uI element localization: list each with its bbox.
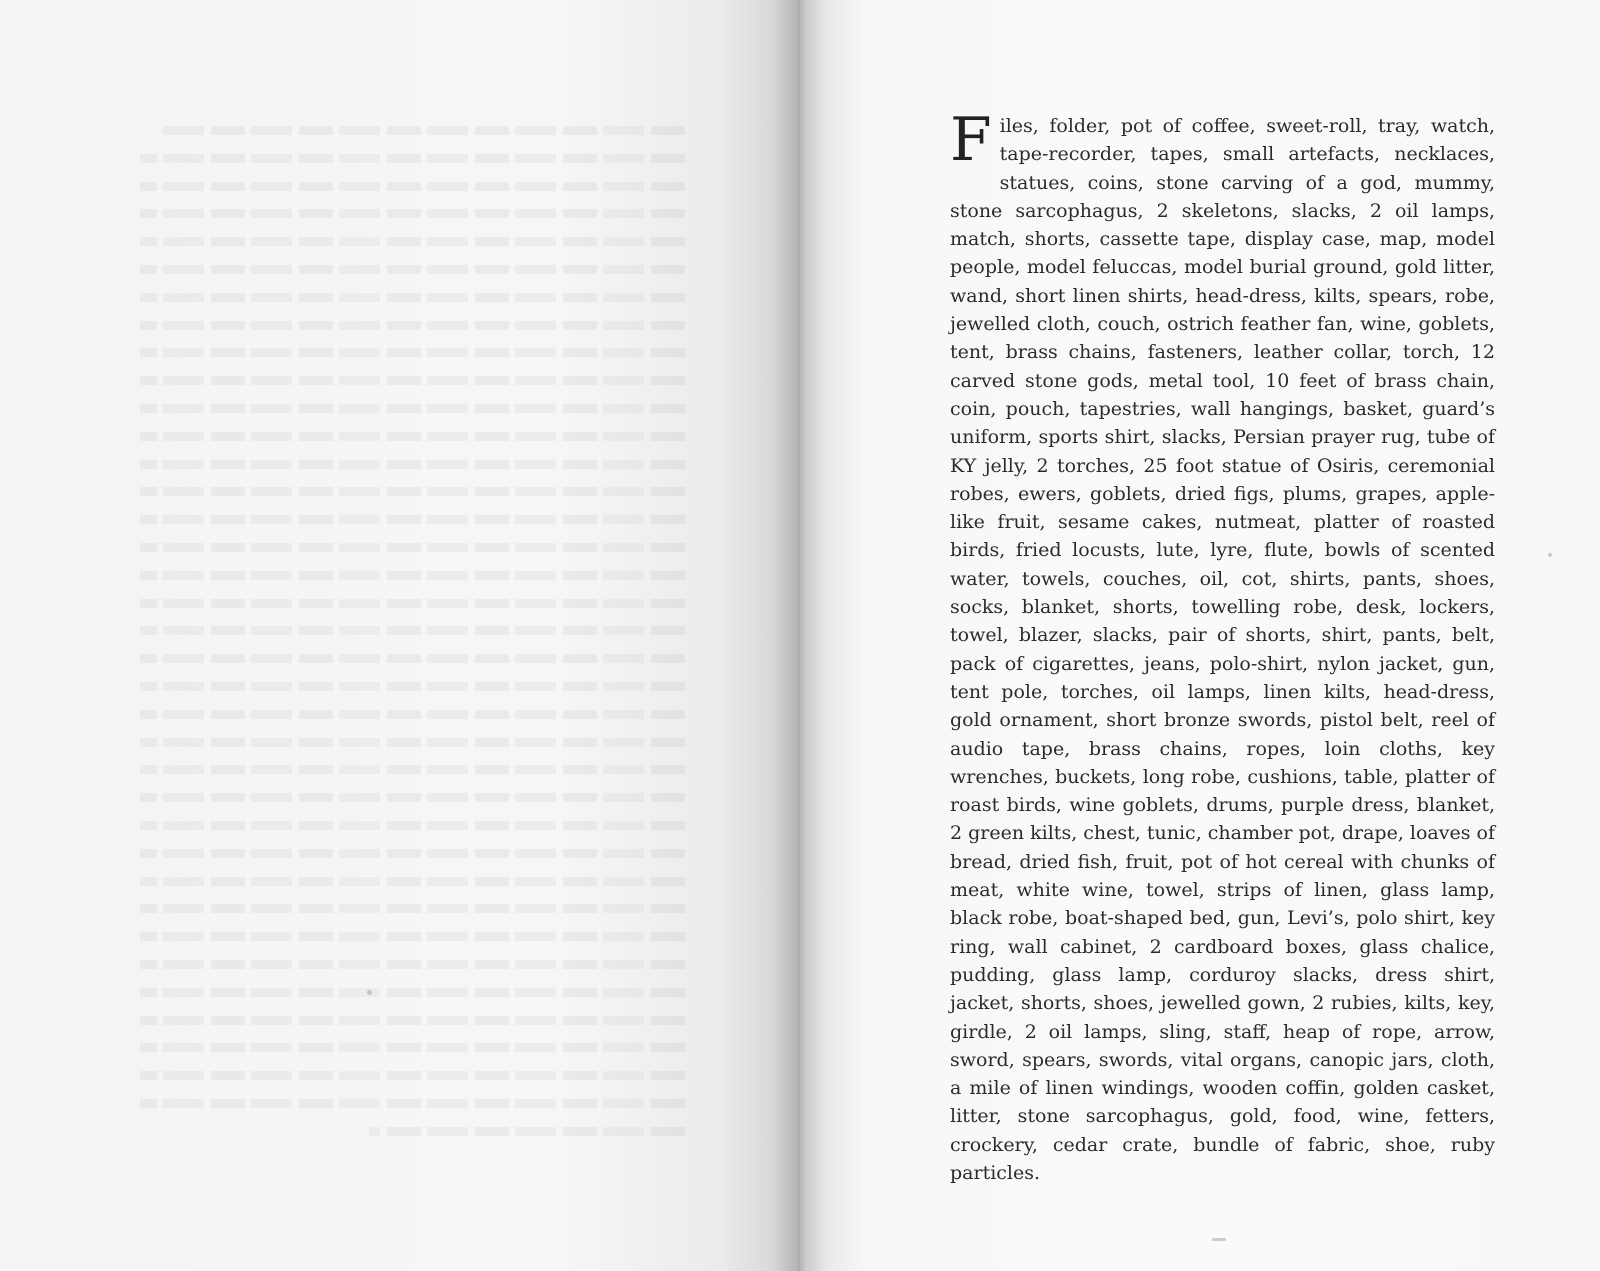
bleed-line	[140, 311, 685, 339]
bleed-line	[140, 116, 685, 144]
bleed-line	[140, 450, 685, 478]
bleed-line	[140, 338, 685, 366]
paper-speck	[1548, 553, 1552, 557]
bleed-line	[140, 700, 685, 728]
bleed-line	[140, 394, 685, 422]
book-gutter	[770, 0, 830, 1271]
bleed-line	[140, 1033, 685, 1061]
left-page-bleed-through	[140, 116, 685, 1144]
bleed-line	[140, 172, 685, 200]
bleed-line	[140, 616, 685, 644]
bleed-line	[140, 978, 685, 1006]
page-text-block	[950, 105, 1495, 1187]
paper-speck	[367, 990, 372, 995]
bleed-line	[140, 867, 685, 895]
bleed-line	[140, 1006, 685, 1034]
paper-speck	[1212, 1238, 1226, 1241]
bleed-line	[140, 1089, 685, 1117]
bleed-line	[140, 255, 685, 283]
bleed-line	[140, 283, 685, 311]
bleed-line	[140, 839, 685, 867]
bleed-line	[140, 477, 685, 505]
bleed-line	[140, 533, 685, 561]
bleed-line	[140, 672, 685, 700]
drop-cap: F	[950, 105, 992, 175]
bleed-line	[140, 894, 685, 922]
bleed-line	[140, 422, 685, 450]
bleed-line	[140, 950, 685, 978]
bleed-line	[140, 144, 685, 172]
bleed-line	[140, 1117, 685, 1145]
page-body-text: iles, folder, pot of coffee, sweet-roll, tray, watch, tape-recorder, tapes, small artefacts, necklaces, statues, coins, stone carving of a god, mummy, stone sarcophagus, 2 skeletons, slacks, 2 oil lamps, match, shorts, cassette tape, display case, map, model people, model feluccas, model burial ground, gold litter, wand, short linen shirts, head-dress, kilts, spears, robe, jewelled cloth, couch, ostrich feather fan, wine, goblets, tent, brass chains, fasteners, leather collar, torch, 12 carved stone gods, metal tool, 10 feet of brass chain, coin, pouch, tapestries, wall hangings, basket, guard’s uniform, sports shirt, slacks, Persian prayer rug, tube of KY jelly, 2 torches, 25 foot statue of Osiris, ceremonial robes, ewers, goblets, dried figs, plums, grapes, apple-like fruit, sesame cakes, nutmeat, platter of roasted birds, fried locusts, lute, lyre, flute, bowls of scented water, towels, couches, oil, cot, shirts, pants, shoes, socks, blanket, shorts, towelling robe, desk, lockers, towel, blazer, slacks, pair of shorts, shirt, pants, belt, pack of cigarettes, jeans, polo-shirt, nylon jacket, gun, tent pole, torches, oil lamps, linen kilts, head-dress, gold ornament, short bronze swords, pistol belt, reel of audio tape, brass chains, ropes, loin cloths, key wrenches, buckets, long robe, cushions, table, platter of roast birds, wine goblets, drums, purple dress, blanket, 2 green kilts, chest, tunic, chamber pot, drape, loaves of bread, dried fish, fruit, pot of hot cereal with chunks of meat, white wine, towel, strips of linen, glass lamp, black robe, boat-shaped bed, gun, Levi’s, polo shirt, key ring, wall cabinet, 2 cardboard boxes, glass chalice, pudding, glass lamp, corduroy slacks, dress shirt, jacket, shorts, shoes, jewelled gown, 2 rubies, kilts, key, girdle, 2 oil lamps, sling, staff, heap of rope, arrow, sword, spears, swords, vital organs, canopic jars, cloth, a mile of linen windings, wooden coffin, golden casket, litter, stone sarcophagus, gold, food, wine, fetters, crockery, cedar crate, bundle of fabric, shoe, ruby particles.	[950, 115, 1495, 1184]
bleed-line	[140, 811, 685, 839]
bleed-line	[140, 783, 685, 811]
bleed-line	[140, 227, 685, 255]
bleed-line	[140, 755, 685, 783]
bleed-line	[140, 561, 685, 589]
bleed-line	[140, 366, 685, 394]
bleed-line	[140, 728, 685, 756]
bleed-line	[140, 199, 685, 227]
bleed-line	[140, 644, 685, 672]
bleed-line	[140, 589, 685, 617]
bleed-line	[140, 1061, 685, 1089]
bleed-line	[140, 922, 685, 950]
bleed-line	[140, 505, 685, 533]
